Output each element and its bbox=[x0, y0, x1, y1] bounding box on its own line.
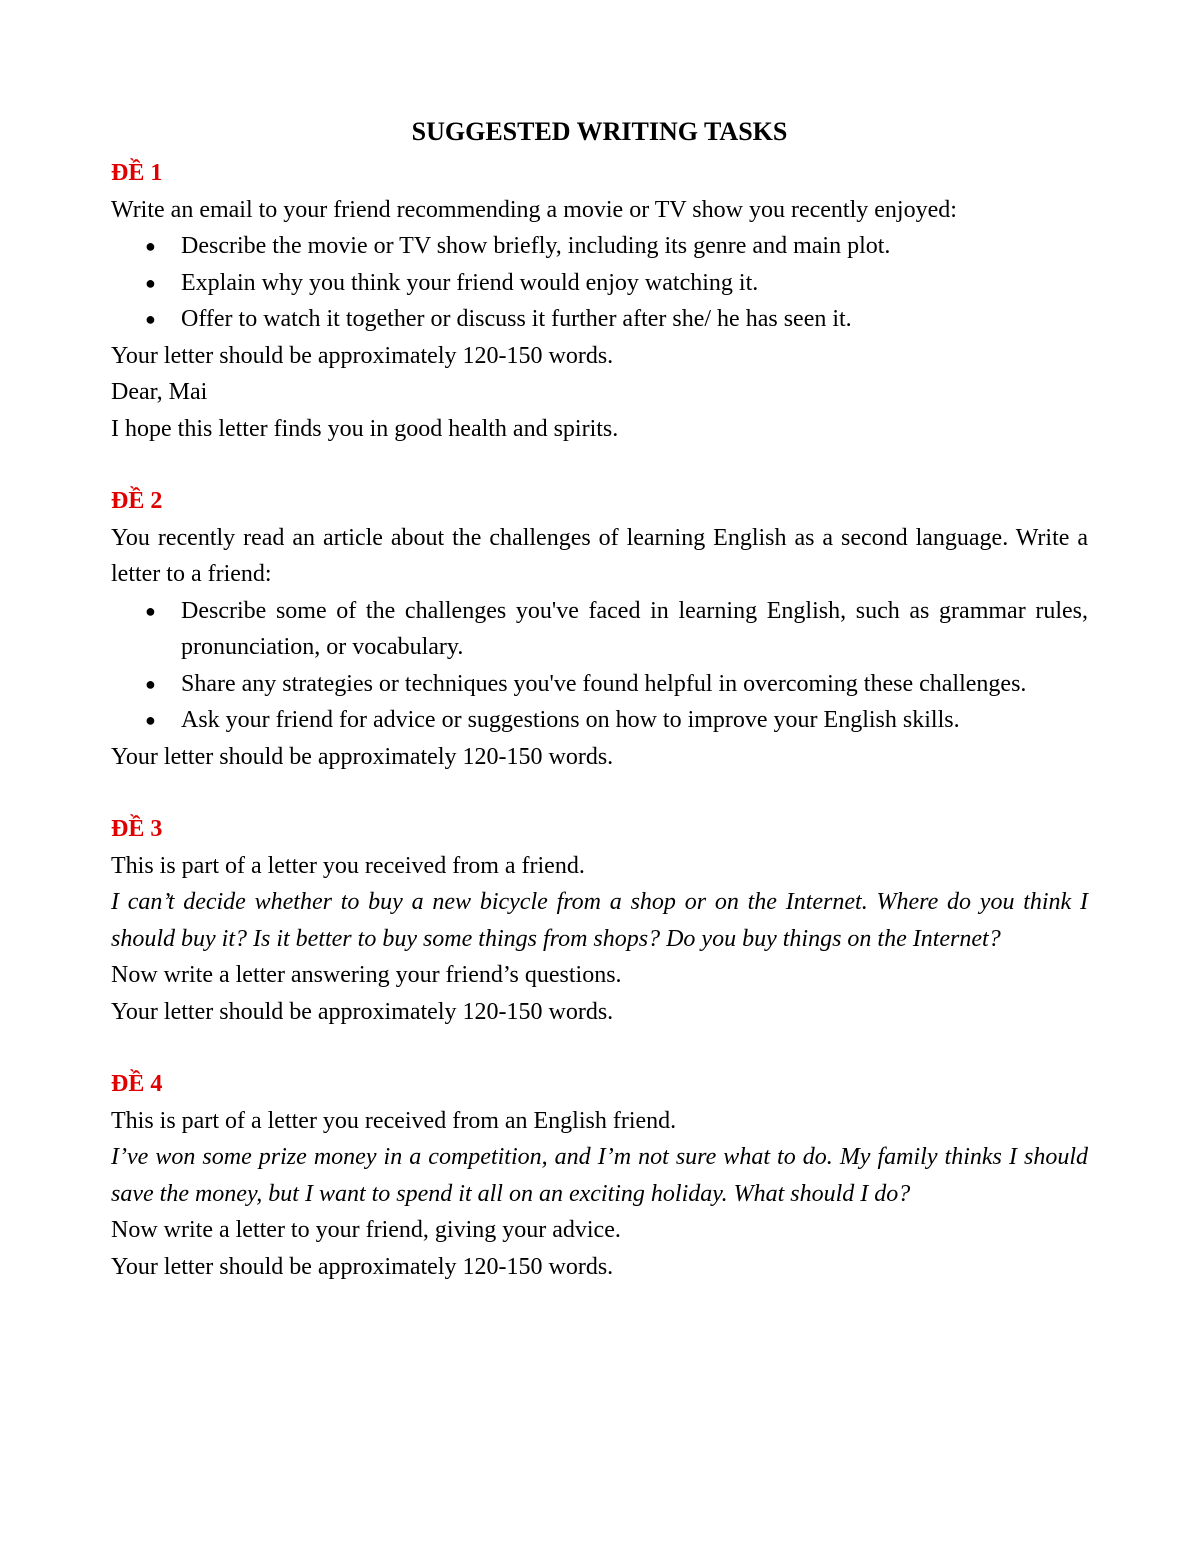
list-item bbox=[145, 301, 1088, 338]
task-2-intro: You recently read an article about the challenges of learning English as a second language. Write a letter to a friend: bbox=[111, 524, 1088, 587]
task-4-intro: This is part of a letter you received from an English friend. bbox=[111, 1107, 677, 1134]
list-item bbox=[145, 593, 1088, 666]
bullet-dot-icon: ● bbox=[145, 673, 156, 694]
task-1-opening-line: I hope this letter finds you in good health and spirits. bbox=[111, 415, 619, 442]
task-3 bbox=[111, 811, 1088, 1030]
list-item bbox=[145, 702, 1088, 739]
task-4-heading: ĐỀ 4 bbox=[111, 1071, 163, 1097]
document-title: SUGGESTED WRITING TASKS bbox=[411, 117, 788, 146]
task-1-intro: Write an email to your friend recommending a movie or TV show you recently enjoyed: bbox=[111, 196, 957, 223]
task-1 bbox=[111, 155, 1088, 447]
task-4-instruction: Now write a letter to your friend, giving your advice. bbox=[111, 1217, 621, 1243]
task-2-word-count: Your letter should be approximately 120-150 words. bbox=[111, 743, 614, 770]
task-3-heading: ĐỀ 3 bbox=[111, 816, 163, 842]
bullet-dot-icon: ● bbox=[145, 600, 156, 621]
task-4-word-count: Your letter should be approximately 120-150 words. bbox=[111, 1253, 614, 1280]
bullet-dot-icon: ● bbox=[145, 272, 156, 293]
document-content bbox=[111, 113, 1088, 1285]
task-1-heading: ĐỀ 1 bbox=[111, 160, 163, 186]
task-2 bbox=[111, 483, 1088, 775]
task-1-salutation: Dear, Mai bbox=[111, 379, 208, 405]
task-3-word-count: Your letter should be approximately 120-150 words. bbox=[111, 998, 614, 1025]
task-4-quote: I’ve won some prize money in a competition, and I’m not sure what to do. My family thinks I should save the money, but I want to spend it all on an exciting holiday. What should I do? bbox=[111, 1144, 1088, 1207]
list-item bbox=[145, 228, 1088, 265]
task-1-word-count: Your letter should be approximately 120-150 words. bbox=[111, 342, 614, 369]
bullet-dot-icon: ● bbox=[145, 710, 156, 730]
list-item-text: Ask your friend for advice or suggestions on how to improve your English skills. bbox=[181, 707, 960, 733]
list-item-text: Describe some of the challenges you've faced in learning English, such as grammar rules, pronunciation, or vocabulary. bbox=[181, 597, 1088, 660]
list-item bbox=[145, 666, 1088, 703]
task-3-quote: I can’t decide whether to buy a new bicycle from a shop or on the Internet. Where do you think I should buy it? Is it better to buy some things from shops? Do you buy things on the Internet? bbox=[111, 889, 1088, 952]
list-item-text: Explain why you think your friend would enjoy watching it. bbox=[181, 269, 759, 296]
task-1-bullet-list bbox=[111, 228, 1088, 338]
list-item-text: Share any strategies or techniques you've found helpful in overcoming these challenges. bbox=[181, 670, 1027, 697]
bullet-dot-icon: ● bbox=[145, 236, 156, 256]
list-item-text: Offer to watch it together or discuss it further after she/ he has seen it. bbox=[181, 306, 852, 332]
list-item bbox=[145, 265, 1088, 302]
task-3-instruction: Now write a letter answering your friend’s questions. bbox=[111, 962, 622, 988]
list-item-text: Describe the movie or TV show briefly, including its genre and main plot. bbox=[181, 233, 891, 259]
bullet-dot-icon: ● bbox=[145, 309, 156, 329]
task-2-heading: ĐỀ 2 bbox=[111, 488, 163, 514]
task-2-bullet-list bbox=[111, 593, 1088, 739]
task-4 bbox=[111, 1066, 1088, 1285]
task-3-intro: This is part of a letter you received from a friend. bbox=[111, 852, 585, 879]
